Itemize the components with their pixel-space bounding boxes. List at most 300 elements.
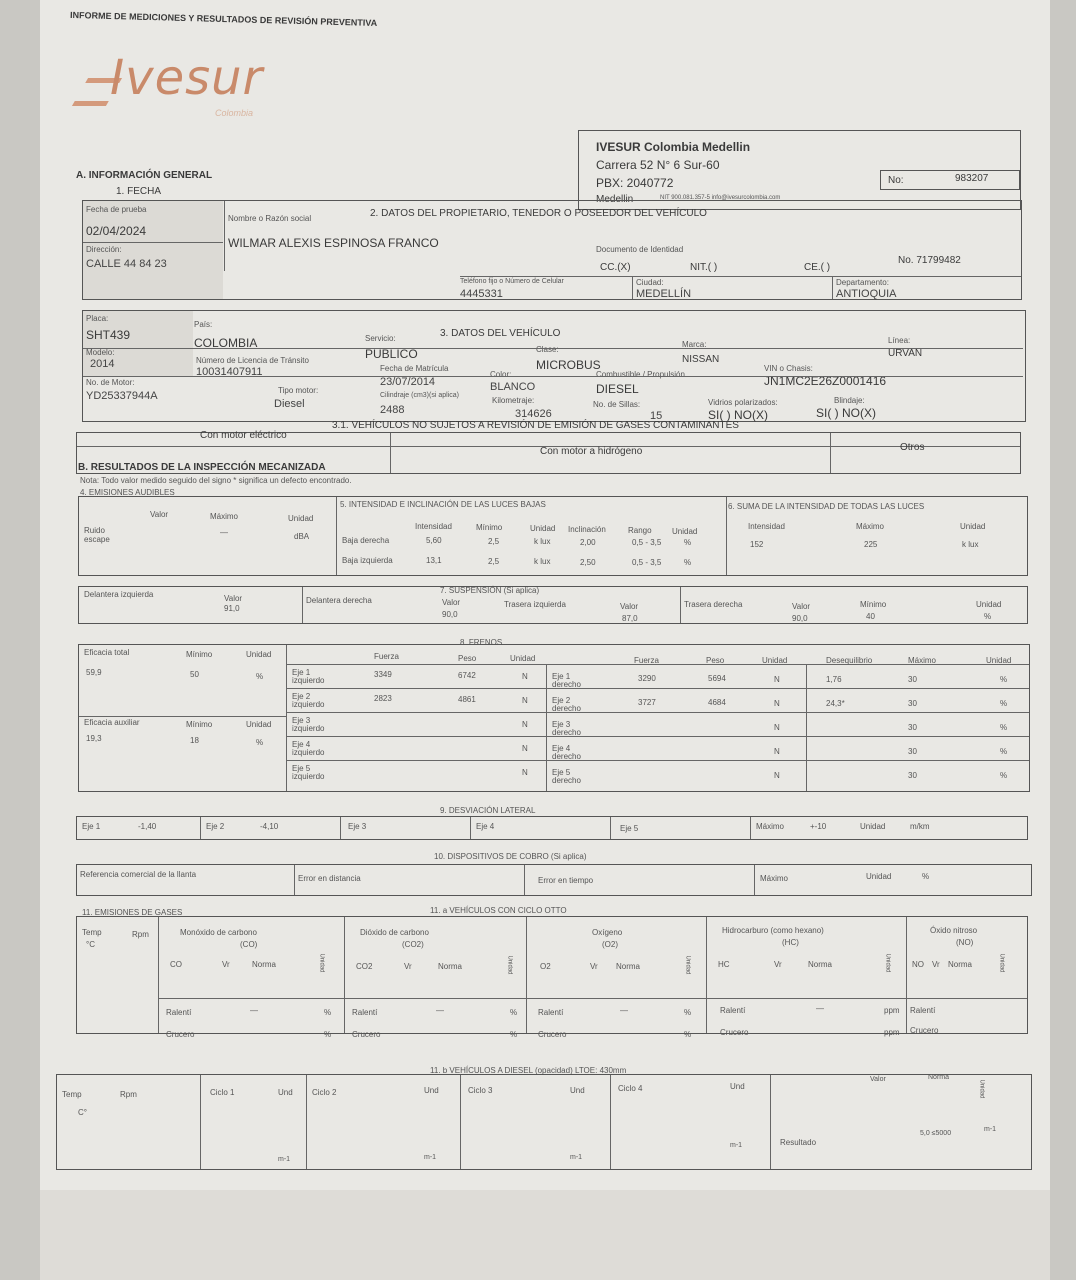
s8-right-maximo: 30	[908, 747, 917, 756]
s10-unidad: Unidad	[866, 872, 892, 881]
s8-right-unidad: N	[774, 747, 780, 756]
blindaje: SI( ) NO(X)	[816, 406, 876, 420]
s8-unidad-1: Unidad	[246, 650, 272, 659]
doc-nit: NIT.( )	[690, 262, 718, 273]
s8-peso-header-r: Peso	[706, 656, 725, 665]
s11-o2-ralenti-pct: %	[684, 1008, 692, 1017]
s8-right-maximo: 30	[908, 699, 917, 708]
s11b-temp-unit: C°	[78, 1108, 87, 1117]
cilindraje: 2488	[380, 404, 405, 416]
s8-right-lado: derecho	[552, 752, 581, 761]
s11-hc-ralenti: Ralentí	[720, 1006, 746, 1015]
s11-co-norma: Norma	[252, 960, 277, 969]
s11-no-title: Óxido nitroso	[930, 926, 978, 935]
s31-electrico: Con motor eléctrico	[200, 430, 287, 441]
s5-row-rango: 0,5 - 3,5	[632, 538, 662, 547]
s8-eficacia-aux-label: Eficacia auxiliar	[84, 718, 140, 727]
s11-no-vr: Vr	[932, 960, 940, 969]
s11b-und2: Und	[424, 1086, 439, 1095]
vehicle-title: 3. DATOS DEL VEHÍCULO	[440, 328, 561, 339]
s6-intensidad-header: Intensidad	[748, 522, 785, 531]
s11b-ciclo2: Ciclo 2	[312, 1088, 337, 1097]
section-b-note: Nota: Todo valor medido seguido del signo * significa un defecto encontrado.	[80, 476, 352, 485]
s5-row-inclinacion: 2,50	[580, 558, 596, 567]
s5-header-4: Rango	[628, 526, 652, 535]
s8-maximo-header: Máximo	[908, 656, 937, 665]
s11-no: NO	[912, 960, 924, 969]
s11-co-sub: (CO)	[240, 940, 258, 949]
vin: JN1MC2E26Z0001416	[764, 374, 887, 388]
s8-left-lado: izquierdo	[292, 676, 325, 685]
s6-maximo-val: 225	[864, 540, 878, 549]
s7-minimo-val: 40	[866, 612, 875, 621]
s5-header-3: Inclinación	[568, 525, 606, 534]
s8-left-eje: Eje 4	[292, 740, 311, 749]
servicio-label: Servicio:	[365, 334, 396, 343]
s11-hc-vr: Vr	[774, 960, 782, 969]
s8-left-unidad: N	[522, 720, 528, 729]
s5-row-minimo: 2,5	[488, 557, 500, 566]
s8-left-unidad: N	[522, 696, 528, 705]
s7-tras-der: Trasera derecha	[684, 600, 743, 609]
s8-eficacia-aux-val: 19,3	[86, 734, 102, 743]
s11b-box	[56, 1074, 1032, 1170]
s7-unidad-val: %	[984, 612, 992, 621]
s11-o2-ralenti: Ralentí	[538, 1008, 564, 1017]
s8-col-divider	[806, 664, 807, 791]
s8-right-unidad2: %	[1000, 747, 1008, 756]
s8-right-eje: Eje 1	[552, 672, 571, 681]
s8-deseq-header: Desequilibrio	[826, 656, 873, 665]
s8-row-divider	[287, 736, 1029, 737]
logo-text: Ivesur	[110, 50, 264, 106]
s11-co-ralenti: Ralentí	[166, 1008, 192, 1017]
s8-unidad-header-l: Unidad	[510, 654, 536, 663]
s11-temp-unit: °C	[86, 940, 95, 949]
s11b-und1: Und	[278, 1088, 293, 1097]
s9-title: 9. DESVIACIÓN LATERAL	[440, 806, 536, 815]
s11-co2-vr: Vr	[404, 962, 412, 971]
s5-row-unidad2: %	[684, 558, 692, 567]
s11b-m1-4: m-1	[730, 1142, 743, 1149]
s8-title: 8. FRENOS	[460, 638, 503, 647]
s31-title: 3.1. VEHÍCULOS NO SUJETOS A REVISIÓN DE EMISIÓN DE GASES CONTAMINANTES	[332, 420, 739, 431]
s8-row-divider	[287, 712, 1029, 713]
s9-maximo: Máximo	[756, 822, 785, 831]
s8-left-eje: Eje 3	[292, 716, 311, 725]
licencia: 10031407911	[196, 366, 263, 378]
clase-label: Clase:	[536, 345, 559, 354]
marca-label: Marca:	[682, 340, 707, 349]
s11-o2-crucero: Crucero	[538, 1030, 567, 1039]
s11b-valor: Valor	[870, 1076, 886, 1083]
doc-number: No. 71799482	[898, 255, 961, 266]
km: 314626	[515, 408, 552, 420]
s11-no-sub: (NO)	[956, 938, 974, 947]
linea-label: Línea:	[888, 336, 911, 345]
departamento: ANTIOQUIA	[836, 288, 897, 300]
s11b-ciclo1: Ciclo 1	[210, 1088, 235, 1097]
s8-right-unidad: N	[774, 675, 780, 684]
s11b-m1-5: m-1	[984, 1126, 997, 1133]
s11-o2-title: Oxígeno	[592, 928, 623, 937]
s8-right-lado: derecho	[552, 776, 581, 785]
s7-title: 7. SUSPENSIÓN (Si aplica)	[440, 586, 540, 595]
s11b-und3: Und	[570, 1086, 585, 1095]
s11b-resultado: Resultado	[780, 1138, 817, 1147]
s5-header-0: Intensidad	[415, 522, 452, 531]
s4-ruido-label: Ruido escape	[84, 526, 110, 544]
servicio: PUBLICO	[365, 347, 418, 361]
s8-eficacia-total-min: 50	[190, 670, 199, 679]
s11-o2: O2	[540, 962, 551, 971]
s8-left-eje: Eje 2	[292, 692, 311, 701]
s8-unidad2-header: Unidad	[986, 656, 1012, 665]
s5-row-unidad: k lux	[534, 537, 551, 546]
s5-row-intensidad: 13,1	[426, 556, 442, 565]
fecha-title: 1. FECHA	[116, 186, 162, 197]
s11-co2-ralenti-dash: —	[436, 1006, 444, 1015]
s8-left-lado: izquierdo	[292, 748, 325, 757]
s11b-rpm: Rpm	[120, 1090, 137, 1099]
s31-otros: Otros	[900, 442, 925, 453]
s8-right-deseq: 24,3*	[826, 699, 845, 708]
s8-left-unidad: N	[522, 768, 528, 777]
document-page	[40, 0, 1050, 1280]
sillas: 15	[650, 410, 663, 422]
s11-co2-crucero-pct: %	[510, 1030, 518, 1039]
s10-unidad-val: %	[922, 872, 930, 881]
s11-o2-unidad: Unidad	[684, 955, 691, 975]
s11-hc-title: Hidrocarburo (como hexano)	[722, 926, 824, 935]
s11b-unidad: Unidad	[978, 1079, 985, 1099]
s8-right-deseq: 1,76	[826, 675, 842, 684]
s4-max-val: —	[220, 528, 228, 537]
s8-left-fuerza: 2823	[374, 694, 392, 703]
s8-eficacia-aux-min: 18	[190, 736, 199, 745]
s5-row-label: Baja izquierda	[342, 556, 393, 565]
tipo-motor-label: Tipo motor:	[278, 386, 319, 395]
s8-unidad-header-r: Unidad	[762, 656, 788, 665]
s6-intensidad-val: 152	[750, 540, 764, 549]
s7-del-der-val: 90,0	[442, 610, 458, 619]
s11-co2-ralenti-pct: %	[510, 1008, 518, 1017]
s11b-und4: Und	[730, 1082, 745, 1091]
s11b-m1-3: m-1	[570, 1154, 583, 1161]
s7-minimo: Mínimo	[860, 600, 887, 609]
ciudad-label: Ciudad:	[636, 278, 664, 287]
s7-tras-izq: Trasera izquierda	[504, 600, 566, 609]
s4-title: 4. EMISIONES AUDIBLES	[80, 488, 175, 497]
s5-row-minimo: 2,5	[488, 537, 500, 546]
direccion: CALLE 44 84 23	[86, 258, 167, 270]
report-number-label: No:	[888, 175, 904, 186]
logo-subtext: Colombia	[215, 108, 254, 118]
company-address: Carrera 52 N° 6 Sur-60	[596, 158, 720, 172]
s8-row-divider	[287, 760, 1029, 761]
telefono-label: Teléfono fijo o Número de Celular	[460, 278, 564, 285]
s11-co-ralenti-pct: %	[324, 1008, 332, 1017]
doc-cc: CC.(X)	[600, 262, 631, 273]
pais-label: País:	[194, 320, 213, 329]
s9-eje3: Eje 3	[348, 822, 367, 831]
s5-header-1: Mínimo	[476, 523, 503, 532]
s5-row-intensidad: 5,60	[426, 536, 442, 545]
s11-hc-unidad: Unidad	[884, 953, 891, 973]
s9-unidad-val: m/km	[910, 822, 930, 831]
color-label: Color:	[490, 370, 512, 379]
s11-co2-norma: Norma	[438, 962, 463, 971]
s7-del-der: Delantera derecha	[306, 596, 372, 605]
s11-hc-sub: (HC)	[782, 938, 799, 947]
s8-fuerza-header-r: Fuerza	[634, 656, 659, 665]
owner-title: 2. DATOS DEL PROPIETARIO, TENEDOR O POSEEDOR DEL VEHÍCULO	[370, 208, 707, 219]
s8-right-lado: derecho	[552, 728, 581, 737]
s11-co-unidad: Unidad	[318, 953, 325, 973]
company-pbx: PBX: 2040772	[596, 176, 674, 190]
s8-right-maximo: 30	[908, 675, 917, 684]
s5-row-label: Baja derecha	[342, 536, 390, 545]
s11-no-crucero: Crucero	[910, 1026, 939, 1035]
s11-co2-unidad: Unidad	[506, 955, 513, 975]
s11-rpm: Rpm	[132, 930, 149, 939]
s8-left-fuerza: 3349	[374, 670, 392, 679]
s11b-title: 11. b VEHÍCULOS A DIESEL (opacidad) LTOE: 430mm	[430, 1066, 627, 1075]
s11b-temp: Temp	[62, 1090, 82, 1099]
matricula: 23/07/2014	[380, 376, 436, 388]
s10-error-distancia: Error en distancia	[298, 874, 361, 883]
km-label: Kilometraje:	[492, 396, 535, 405]
section-a-title: A. INFORMACIÓN GENERAL	[76, 170, 213, 181]
owner-name: WILMAR ALEXIS ESPINOSA FRANCO	[228, 236, 439, 250]
s11-co-crucero-pct: %	[324, 1030, 332, 1039]
s8-col-divider	[546, 664, 547, 791]
s11-no-ralenti: Ralentí	[910, 1006, 936, 1015]
s5-title: 5. INTENSIDAD E INCLINACIÓN DE LAS LUCES BAJAS	[340, 500, 546, 509]
s8-left-eje: Eje 1	[292, 668, 311, 677]
s4-maximo-header: Máximo	[210, 512, 239, 521]
s11b-ciclo3: Ciclo 3	[468, 1086, 493, 1095]
s8-row-divider	[287, 688, 1029, 689]
s11-co2-crucero: Crucero	[352, 1030, 381, 1039]
s8-right-unidad2: %	[1000, 723, 1008, 732]
s10-referencia: Referencia comercial de la llanta	[80, 870, 197, 879]
s10-maximo: Máximo	[760, 874, 789, 883]
vidrios: SI( ) NO(X)	[708, 408, 768, 422]
combustible: DIESEL	[596, 382, 639, 396]
s4-unit-val: dBA	[294, 532, 310, 541]
telefono: 4445331	[460, 288, 503, 300]
s8-right-unidad: N	[774, 699, 780, 708]
s11-co2-sub: (CO2)	[402, 940, 424, 949]
fecha-prueba-label: Fecha de prueba	[86, 205, 147, 214]
linea: URVAN	[888, 348, 923, 359]
s8-eficacia-total-val: 59,9	[86, 668, 102, 677]
s11-co-ralenti-dash: —	[250, 1006, 258, 1015]
s11-o2-crucero-pct: %	[684, 1030, 692, 1039]
s8-minimo-1: Mínimo	[186, 650, 213, 659]
licencia-label: Número de Licencia de Tránsito	[196, 356, 309, 365]
s11-co2-title: Dióxido de carbono	[360, 928, 429, 937]
s8-right-eje: Eje 3	[552, 720, 571, 729]
s11b-m1-2: m-1	[424, 1154, 437, 1161]
s7-valor-4: Valor	[792, 602, 811, 611]
placa-label: Placa:	[86, 314, 109, 323]
s8-right-lado: derecho	[552, 680, 581, 689]
s8-right-eje: Eje 2	[552, 696, 571, 705]
s11-hc-crucero: Crucero	[720, 1028, 749, 1037]
documento-label: Documento de Identidad	[596, 245, 684, 254]
s8-right-eje: Eje 5	[552, 768, 571, 777]
combustible-label: Combustible / Propulsión	[596, 370, 685, 379]
s8-left-lado: izquierdo	[292, 700, 325, 709]
s5-row-unidad: k lux	[534, 557, 551, 566]
s6-title: 6. SUMA DE LA INTENSIDAD DE TODAS LAS LUCES	[728, 502, 925, 511]
s8-unidad-2: Unidad	[246, 720, 272, 729]
clase: MICROBUS	[536, 358, 601, 372]
s11b-m1-1: m-1	[278, 1156, 291, 1163]
s11b-norma: Norma	[928, 1074, 950, 1081]
company-city: Medellin	[596, 194, 634, 205]
s7-del-izq: Delantera izquierda	[84, 590, 154, 599]
s8-left-unidad: N	[522, 744, 528, 753]
departamento-label: Departamento:	[836, 278, 889, 287]
s4-unidad-header: Unidad	[288, 514, 314, 523]
s11-hc-crucero-ppm: ppm	[884, 1028, 900, 1037]
s8-right-unidad: N	[774, 723, 780, 732]
s7-valor-3: Valor	[620, 602, 639, 611]
s11-hc-ralenti-dash: —	[816, 1004, 824, 1013]
s8-left-peso: 4861	[458, 695, 476, 704]
s5-header-5: Unidad	[672, 527, 698, 536]
sillas-label: No. de Sillas:	[593, 400, 641, 409]
s9-eje5: Eje 5	[620, 824, 639, 833]
vin-label: VIN o Chasis:	[764, 364, 813, 373]
motor-label: No. de Motor:	[86, 378, 135, 387]
s8-right-unidad2: %	[1000, 675, 1008, 684]
s8-right-peso: 5694	[708, 674, 726, 683]
s8-row-divider	[287, 664, 1029, 665]
direccion-label: Dirección:	[86, 245, 122, 254]
s9-eje4: Eje 4	[476, 822, 495, 831]
s11b-norma-val: 5,0 ≤5000	[920, 1130, 952, 1137]
s7-del-izq-val: 91,0	[224, 604, 240, 613]
s11-co-crucero: Crucero	[166, 1030, 195, 1039]
s7-valor-2: Valor	[442, 598, 461, 607]
s9-eje2: Eje 2	[206, 822, 225, 831]
company-name: IVESUR Colombia Medellin	[596, 140, 751, 154]
s8-left-unidad: N	[522, 672, 528, 681]
motor: YD25337944A	[86, 390, 158, 402]
s11-co2: CO2	[356, 962, 373, 971]
s8-right-peso: 4684	[708, 698, 726, 707]
s11-no-norma: Norma	[948, 960, 973, 969]
s11-hc: HC	[718, 960, 730, 969]
ciudad: MEDELLÍN	[636, 288, 692, 300]
s8-right-fuerza: 3727	[638, 698, 656, 707]
s11-title: 11. EMISIONES DE GASES	[82, 908, 183, 917]
s11-co2-ralenti: Ralentí	[352, 1008, 378, 1017]
s8-left-eje: Eje 5	[292, 764, 311, 773]
s7-tras-izq-val: 87,0	[622, 614, 638, 623]
s11-o2-norma: Norma	[616, 962, 641, 971]
doc-ce: CE.( )	[804, 262, 831, 273]
s8-right-eje: Eje 4	[552, 744, 571, 753]
s8-right-fuerza: 3290	[638, 674, 656, 683]
s8-peso-header-l: Peso	[458, 654, 477, 663]
s8-left-lado: izquierdo	[292, 772, 325, 781]
nombre-label: Nombre o Razón social	[228, 214, 312, 223]
s6-maximo-header: Máximo	[856, 522, 885, 531]
s8-left-peso: 6742	[458, 671, 476, 680]
s9-maximo-val: +-10	[810, 822, 827, 831]
s11-co: CO	[170, 960, 182, 969]
s8-right-lado: derecho	[552, 704, 581, 713]
company-contact: NIT 900.081.357-5 info@ivesurcolombia.com	[660, 195, 781, 201]
tipo-motor: Diesel	[274, 398, 305, 410]
s8-fuerza-header-l: Fuerza	[374, 652, 399, 661]
s11-hc-norma: Norma	[808, 960, 833, 969]
s10-title: 10. DISPOSITIVOS DE COBRO (Si aplica)	[434, 852, 587, 861]
s8-eficacia-aux-unit: %	[256, 738, 264, 747]
document-title: INFORME DE MEDICIONES Y RESULTADOS DE REVISIÓN PREVENTIVA	[69, 9, 378, 29]
s11-o2-vr: Vr	[590, 962, 598, 971]
s5-row-rango: 0,5 - 3,5	[632, 558, 662, 567]
s8-right-unidad2: %	[1000, 699, 1008, 708]
s9-unidad: Unidad	[860, 822, 886, 831]
s8-right-unidad2: %	[1000, 771, 1008, 780]
s8-left-lado: izquierdo	[292, 724, 325, 733]
s11-temp: Temp	[82, 928, 102, 937]
report-number: 983207	[955, 173, 989, 184]
section-b-title: B. RESULTADOS DE LA INSPECCIÓN MECANIZADA	[78, 462, 326, 473]
s9-eje1-val: -1,40	[138, 822, 157, 831]
s8-minimo-2: Mínimo	[186, 720, 213, 729]
s4-valor-header: Valor	[150, 510, 169, 519]
s5-header-2: Unidad	[530, 524, 556, 533]
color: BLANCO	[490, 381, 536, 393]
s9-eje2-val: -4,10	[260, 822, 279, 831]
pais: COLOMBIA	[194, 336, 258, 350]
s11-hc-ralenti-ppm: ppm	[884, 1006, 900, 1015]
s9-eje1: Eje 1	[82, 822, 101, 831]
s11-co-title: Monóxido de carbono	[180, 928, 257, 937]
s6-unidad-header: Unidad	[960, 522, 986, 531]
s10-error-tiempo: Error en tiempo	[538, 876, 594, 885]
s6-unidad-val: k lux	[962, 540, 979, 549]
modelo: 2014	[90, 358, 115, 370]
modelo-label: Modelo:	[86, 348, 115, 357]
s11-otto-title: 11. a VEHÍCULOS CON CICLO OTTO	[430, 906, 567, 915]
matricula-label: Fecha de Matrícula	[380, 364, 449, 373]
s8-right-unidad: N	[774, 771, 780, 780]
fecha-prueba: 02/04/2024	[86, 224, 147, 238]
s5-row-inclinacion: 2,00	[580, 538, 596, 547]
s31-hidrogeno: Con motor a hidrógeno	[540, 446, 643, 457]
s11-o2-ralenti-dash: —	[620, 1006, 628, 1015]
s8-eficacia-total-unit: %	[256, 672, 264, 681]
marca: NISSAN	[682, 354, 720, 365]
s7-unidad: Unidad	[976, 600, 1002, 609]
s11-co-vr: Vr	[222, 960, 230, 969]
s11-no-unidad: Unidad	[998, 953, 1005, 973]
placa: SHT439	[86, 328, 131, 342]
s8-right-maximo: 30	[908, 771, 917, 780]
s11b-ciclo4: Ciclo 4	[618, 1084, 643, 1093]
s7-valor-1: Valor	[224, 594, 243, 603]
s8-eficacia-total-label: Eficacia total	[84, 648, 130, 657]
s8-right-maximo: 30	[908, 723, 917, 732]
